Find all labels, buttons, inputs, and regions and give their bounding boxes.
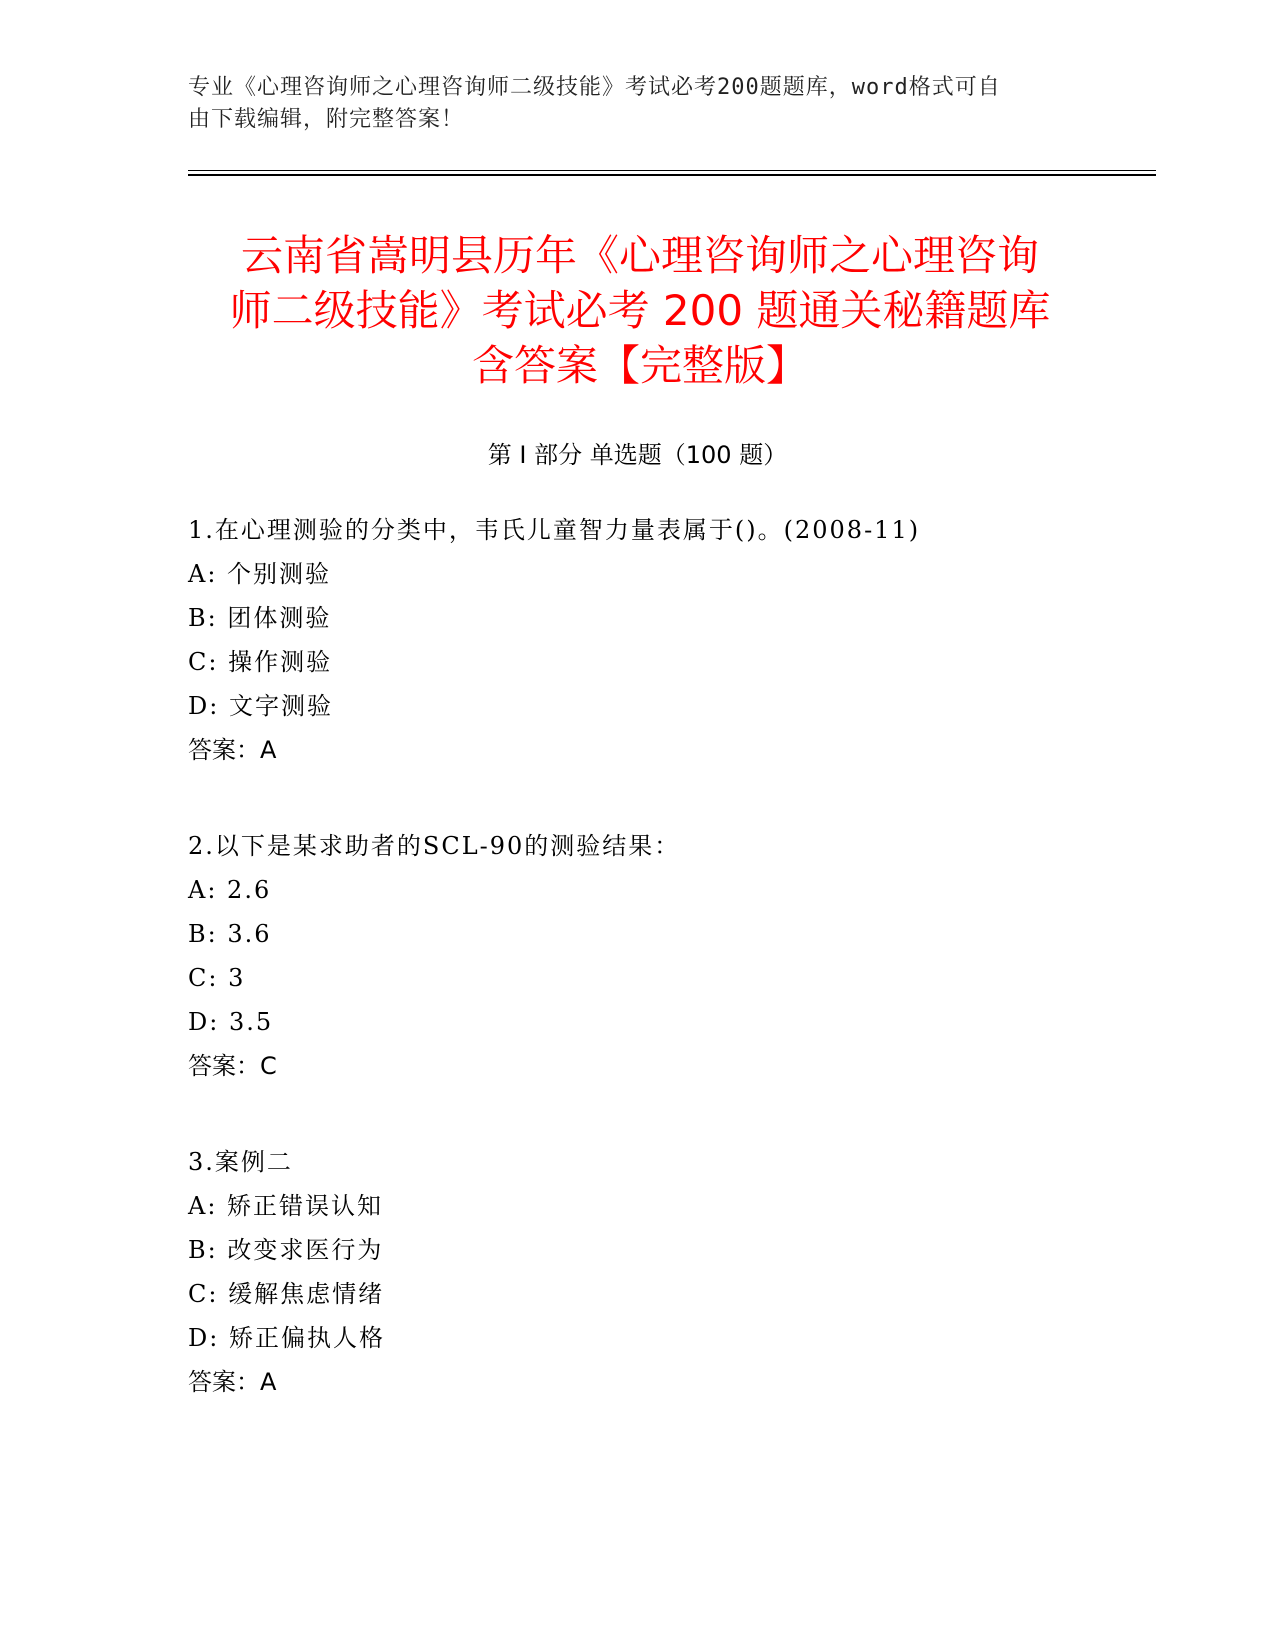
answer: 答案：A xyxy=(188,1368,277,1396)
option-d: D: 文字测验 xyxy=(188,692,333,720)
header-note-line-1: 专业《心理咨询师之心理咨询师二级技能》考试必考200题题库，word格式可自 xyxy=(188,75,1001,100)
option-a: A: 矫正错误认知 xyxy=(188,1192,384,1220)
option-c: C: 缓解焦虑情绪 xyxy=(188,1280,385,1308)
question-stem: 3.案例二 xyxy=(188,1148,293,1176)
option-a: A: 2.6 xyxy=(188,876,272,904)
option-c: C: 3 xyxy=(188,964,246,992)
option-d: D: 矫正偏执人格 xyxy=(188,1324,385,1352)
option-b: B: 改变求医行为 xyxy=(188,1236,384,1264)
option-b: B: 3.6 xyxy=(188,920,272,948)
header-rule-thick xyxy=(188,174,1156,176)
question-stem: 2.以下是某求助者的SCL-90的测验结果： xyxy=(188,832,681,860)
header-rule-thin xyxy=(188,170,1156,171)
document-title-line-2: 师二级技能》考试必考 200 题通关秘籍题库 xyxy=(229,286,1051,335)
option-b: B: 团体测验 xyxy=(188,604,332,632)
question-3 xyxy=(188,1140,1188,1404)
question-stem: 1.在心理测验的分类中，韦氏儿童智力量表属于()。(2008-11) xyxy=(188,516,921,544)
document-title-line-3: 含答案【完整版】 xyxy=(471,341,808,390)
header-note xyxy=(188,72,1088,136)
section-heading: 第 I 部分 单选题（100 题） xyxy=(487,441,788,469)
option-a: A: 个别测验 xyxy=(188,560,332,588)
answer: 答案：A xyxy=(188,736,277,764)
header-note-line-2: 由下载编辑，附完整答案！ xyxy=(188,107,465,132)
answer: 答案：C xyxy=(188,1052,277,1080)
option-c: C: 操作测验 xyxy=(188,648,333,676)
question-1 xyxy=(188,508,1188,772)
option-d: D: 3.5 xyxy=(188,1008,274,1036)
document-title-line-1: 云南省嵩明县历年《心理咨询师之心理咨询 xyxy=(240,231,1039,280)
question-2 xyxy=(188,824,1188,1088)
document-title xyxy=(180,228,1100,393)
